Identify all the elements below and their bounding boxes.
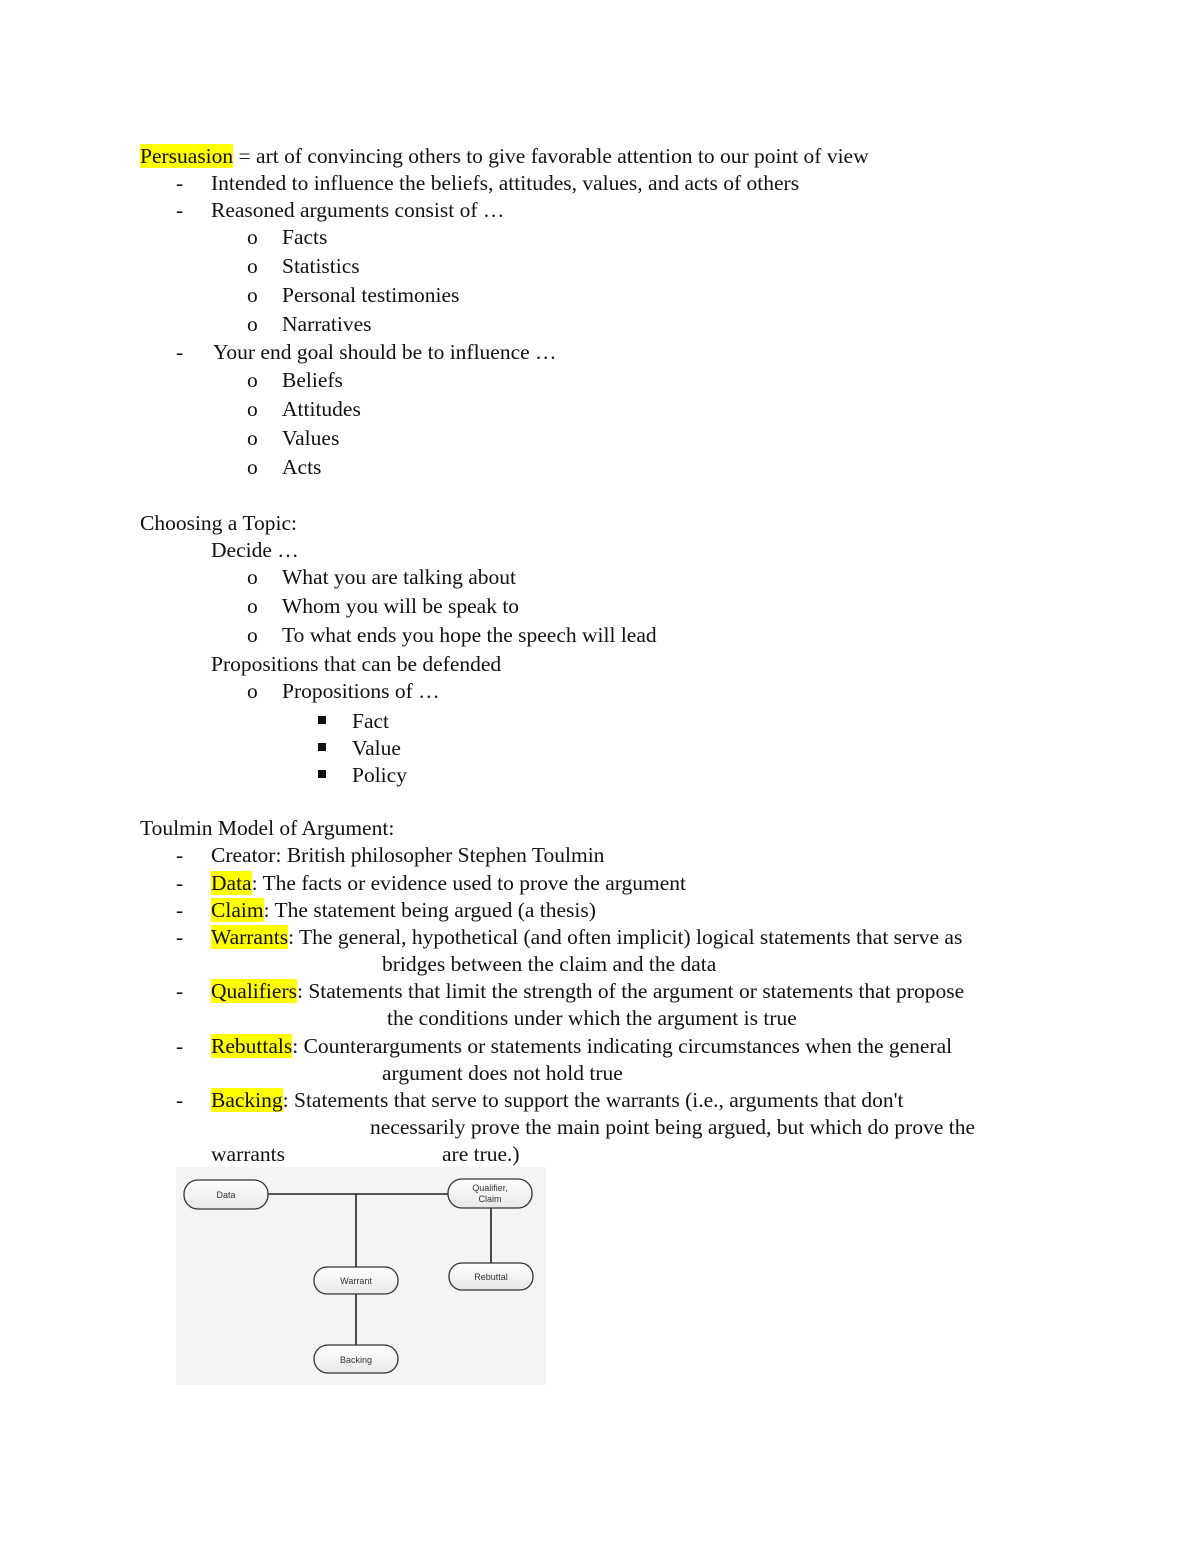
argument-part-item: Statistics: [282, 254, 360, 278]
term-description-continued: necessarily prove the main point being argued, but which do prove the: [370, 1115, 976, 1139]
toulmin-diagram: [176, 1167, 546, 1385]
term-description-continued: argument does not hold true: [382, 1061, 623, 1085]
proposition-type-item: Policy: [352, 763, 407, 787]
influence-target-item: Attitudes: [282, 397, 361, 421]
toulmin-creator: Creator: British philosopher Stephen Toulmin: [211, 843, 605, 867]
term-description: : The statement being argued (a thesis): [263, 898, 596, 922]
dash-marker: -: [176, 1088, 184, 1112]
persuasion-point: Reasoned arguments consist of …: [211, 198, 505, 222]
toulmin-term-backing: [211, 1087, 904, 1113]
square-bullet-icon: [318, 770, 326, 778]
influence-target-item: Acts: [282, 455, 322, 479]
term-description: : Statements that serve to support the warrants (i.e., arguments that don't: [282, 1088, 904, 1112]
term-description-continued: the conditions under which the argument is true: [387, 1006, 797, 1030]
toulmin-diagram-svg: [176, 1167, 546, 1385]
argument-part-item: Personal testimonies: [282, 283, 460, 307]
influence-target-item: Values: [282, 426, 340, 450]
dash-marker: -: [176, 979, 184, 1003]
persuasion-definition-text: = art of convincing others to give favorable attention to our point of view: [233, 144, 869, 168]
propositions-of-label: Propositions of …: [282, 679, 440, 703]
circle-marker: o: [247, 397, 258, 421]
node-label-data: Data: [216, 1190, 236, 1200]
circle-marker: o: [247, 565, 258, 589]
term-highlight: Claim: [211, 898, 264, 922]
term-description: : The general, hypothetical (and often implicit) logical statements that serve as: [288, 925, 963, 949]
dash-marker: -: [176, 898, 184, 922]
term-highlight: Backing: [211, 1088, 283, 1112]
circle-marker: o: [247, 225, 258, 249]
decide-item: To what ends you hope the speech will lead: [282, 623, 657, 647]
toulmin-heading: Toulmin Model of Argument:: [140, 816, 395, 840]
circle-marker: o: [247, 623, 258, 647]
diagram-node-qualifier-claim: [448, 1179, 532, 1208]
term-description-continued: are true.): [442, 1142, 520, 1166]
proposition-type-item: Value: [352, 736, 401, 760]
propositions-heading: Propositions that can be defended: [211, 652, 502, 676]
argument-part-item: Narratives: [282, 312, 372, 336]
node-label-warrant: Warrant: [340, 1276, 372, 1286]
node-label-backing: Backing: [339, 1355, 373, 1365]
decide-label: Decide …: [211, 538, 299, 562]
persuasion-point: Your end goal should be to influence …: [213, 340, 557, 364]
circle-marker: o: [247, 455, 258, 479]
term-description-continued: warrants: [211, 1142, 286, 1166]
term-description: : Counterarguments or statements indicating circumstances when the general: [292, 1034, 953, 1058]
term-highlight: Data: [211, 871, 252, 895]
dash-marker: -: [176, 843, 184, 867]
toulmin-term-qualifiers: [211, 978, 964, 1004]
node-label-qualifier: Qualifier,: [472, 1183, 508, 1193]
term-highlight: Qualifiers: [211, 979, 297, 1003]
toulmin-term-warrants: [211, 924, 962, 950]
diagram-node-backing: [314, 1345, 398, 1373]
circle-marker: o: [247, 368, 258, 392]
node-label-claim: Claim: [478, 1194, 502, 1204]
term-description: : The facts or evidence used to prove the argument: [251, 871, 687, 895]
circle-marker: o: [247, 254, 258, 278]
term-description-continued: bridges between the claim and the data: [382, 952, 717, 976]
circle-marker: o: [247, 679, 258, 703]
square-bullet-icon: [318, 716, 326, 724]
topic-heading: Choosing a Topic:: [140, 511, 297, 535]
term-highlight: Rebuttals: [211, 1034, 293, 1058]
argument-part-item: Facts: [282, 225, 328, 249]
toulmin-term-data: [211, 870, 686, 896]
toulmin-term-rebuttals: [211, 1033, 952, 1059]
persuasion-definition: [140, 143, 869, 169]
circle-marker: o: [247, 312, 258, 336]
persuasion-term: Persuasion: [140, 144, 234, 168]
term-description: : Statements that limit the strength of the argument or statements that propose: [296, 979, 965, 1003]
proposition-type-item: Fact: [352, 709, 390, 733]
persuasion-point: Intended to influence the beliefs, attitudes, values, and acts of others: [211, 171, 800, 195]
node-label-rebuttal: Rebuttal: [474, 1272, 508, 1282]
diagram-node-rebuttal: [449, 1263, 533, 1290]
circle-marker: o: [247, 594, 258, 618]
influence-target-item: Beliefs: [282, 368, 343, 392]
diagram-node-warrant: [314, 1267, 398, 1294]
dash-marker: -: [176, 871, 184, 895]
square-bullet-icon: [318, 743, 326, 751]
circle-marker: o: [247, 283, 258, 307]
term-highlight: Warrants: [211, 925, 289, 949]
dash-marker: -: [176, 1034, 184, 1058]
decide-item: Whom you will be speak to: [282, 594, 520, 618]
dash-marker: -: [176, 925, 184, 949]
decide-item: What you are talking about: [282, 565, 517, 589]
dash-marker: -: [176, 198, 184, 222]
circle-marker: o: [247, 426, 258, 450]
dash-marker: -: [176, 340, 184, 364]
diagram-node-data: [184, 1180, 268, 1209]
toulmin-term-claim: [211, 897, 596, 923]
dash-marker: -: [176, 171, 184, 195]
